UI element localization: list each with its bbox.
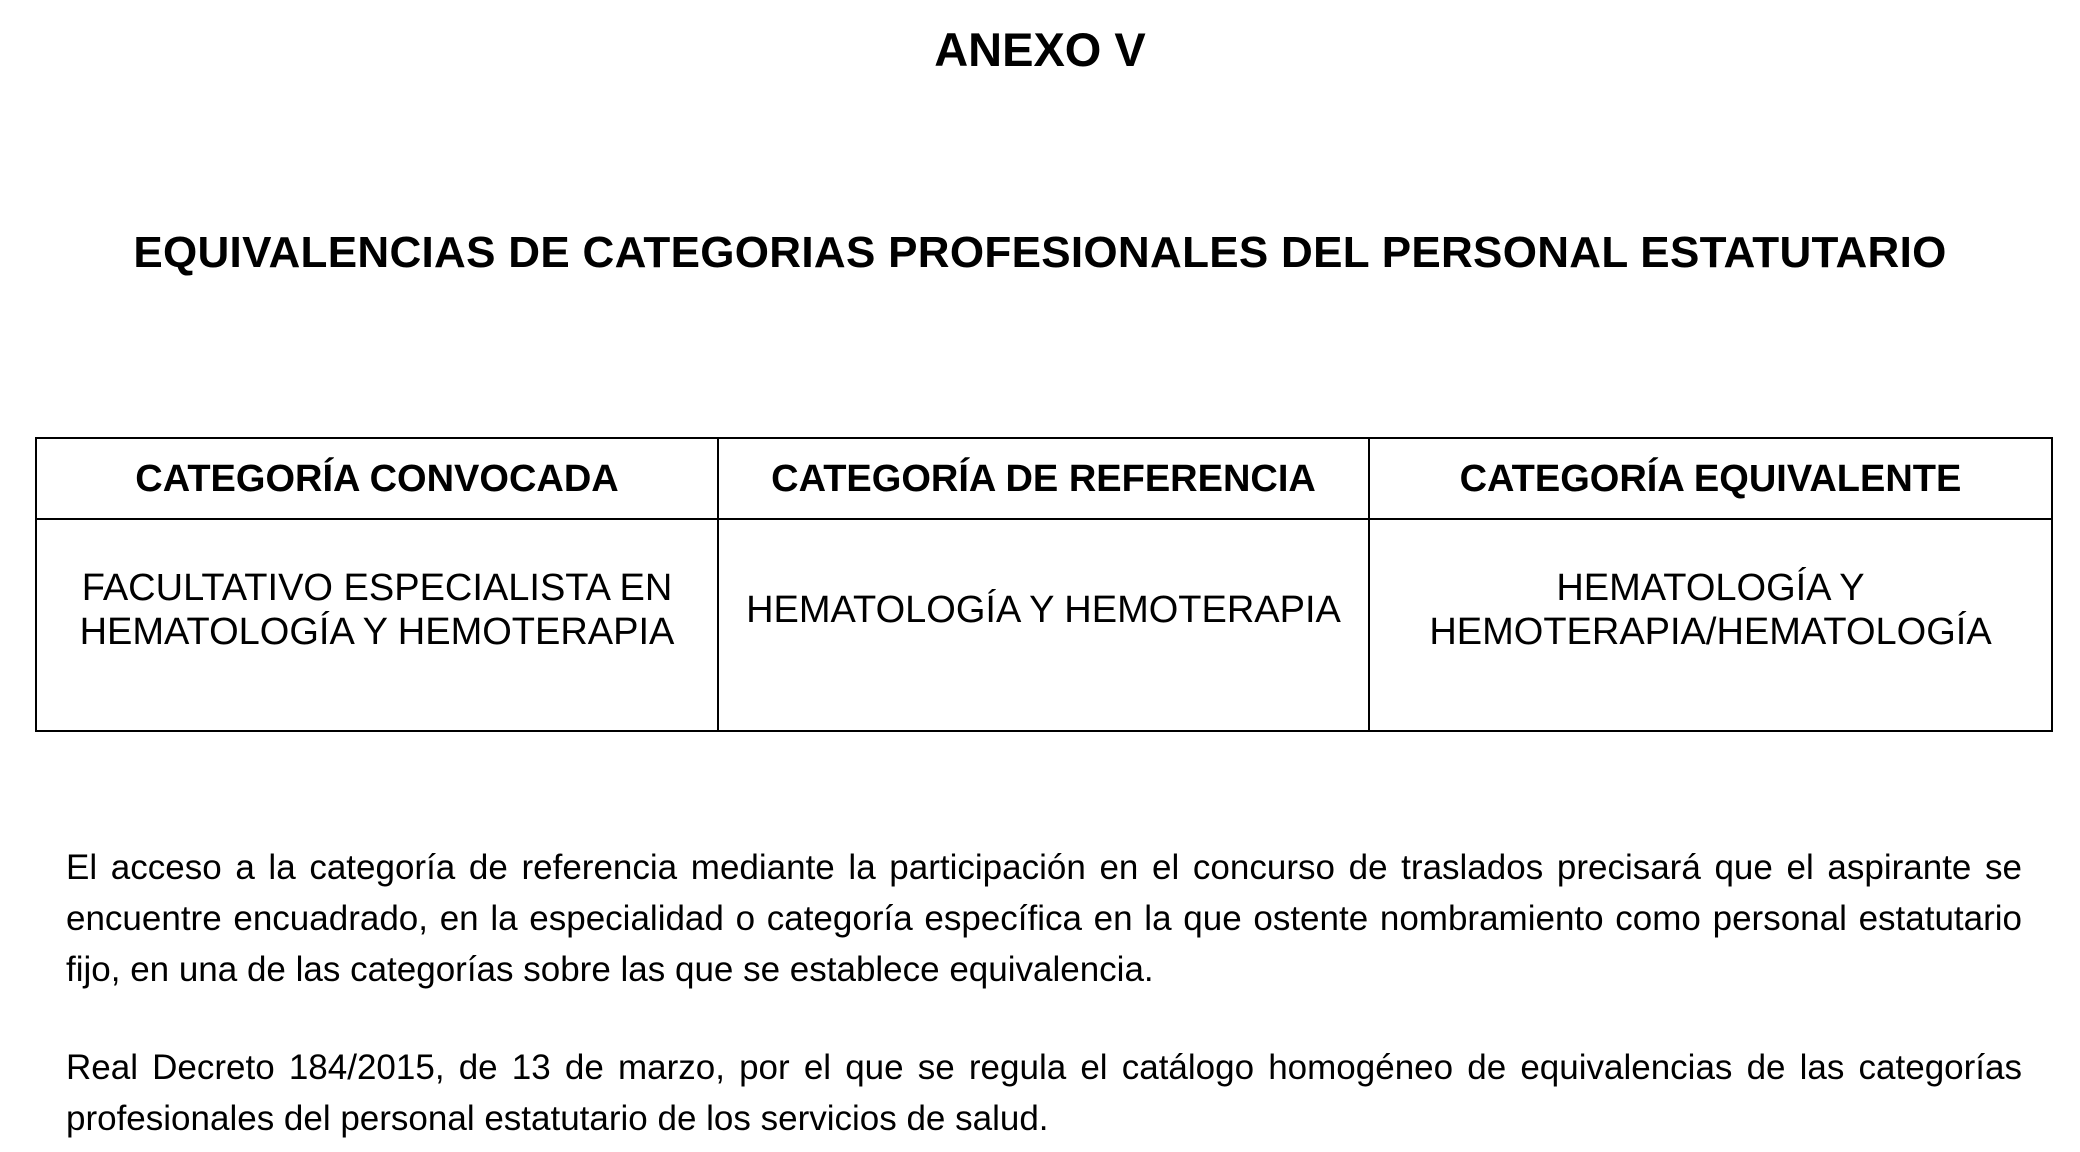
access-paragraph: El acceso a la categoría de referencia mediante la participación en el concurso de traslados precisará que el aspirante se encuentre encuadrado, en la especialidad o categoría específica en la que ostente nombramiento como personal estatutario fijo, en una de las categorías sobre las que se establece equivalencia. bbox=[66, 848, 2022, 989]
cell-categoria-convocada bbox=[36, 519, 718, 731]
table-header-row bbox=[36, 438, 2052, 519]
cell-categoria-equivalente bbox=[1369, 519, 2052, 731]
header-categoria-convocada: CATEGORÍA CONVOCADA bbox=[36, 438, 718, 519]
table-row bbox=[36, 519, 2052, 731]
cell-text: HEMATOLOGÍA Y HEMOTERAPIA bbox=[746, 589, 1341, 631]
equivalence-table bbox=[35, 437, 2053, 732]
header-categoria-referencia: CATEGORÍA DE REFERENCIA bbox=[718, 438, 1369, 519]
header-categoria-equivalente: CATEGORÍA EQUIVALENTE bbox=[1369, 438, 2052, 519]
annex-title: ANEXO V bbox=[934, 23, 1146, 76]
cell-categoria-referencia bbox=[718, 519, 1369, 731]
cell-text: HEMATOLOGÍA Y HEMOTERAPIA/HEMATOLOGÍA bbox=[1429, 567, 1992, 653]
main-title: EQUIVALENCIAS DE CATEGORIAS PROFESIONALES DEL PERSONAL ESTATUTARIO bbox=[133, 228, 1947, 277]
cell-text: FACULTATIVO ESPECIALISTA EN HEMATOLOGÍA Y HEMOTERAPIA bbox=[79, 567, 675, 653]
legal-reference-paragraph: Real Decreto 184/2015, de 13 de marzo, por el que se regula el catálogo homogéneo de equivalencias de las categorías profesionales del personal estatutario de los servicios de salud. bbox=[66, 1048, 2022, 1138]
